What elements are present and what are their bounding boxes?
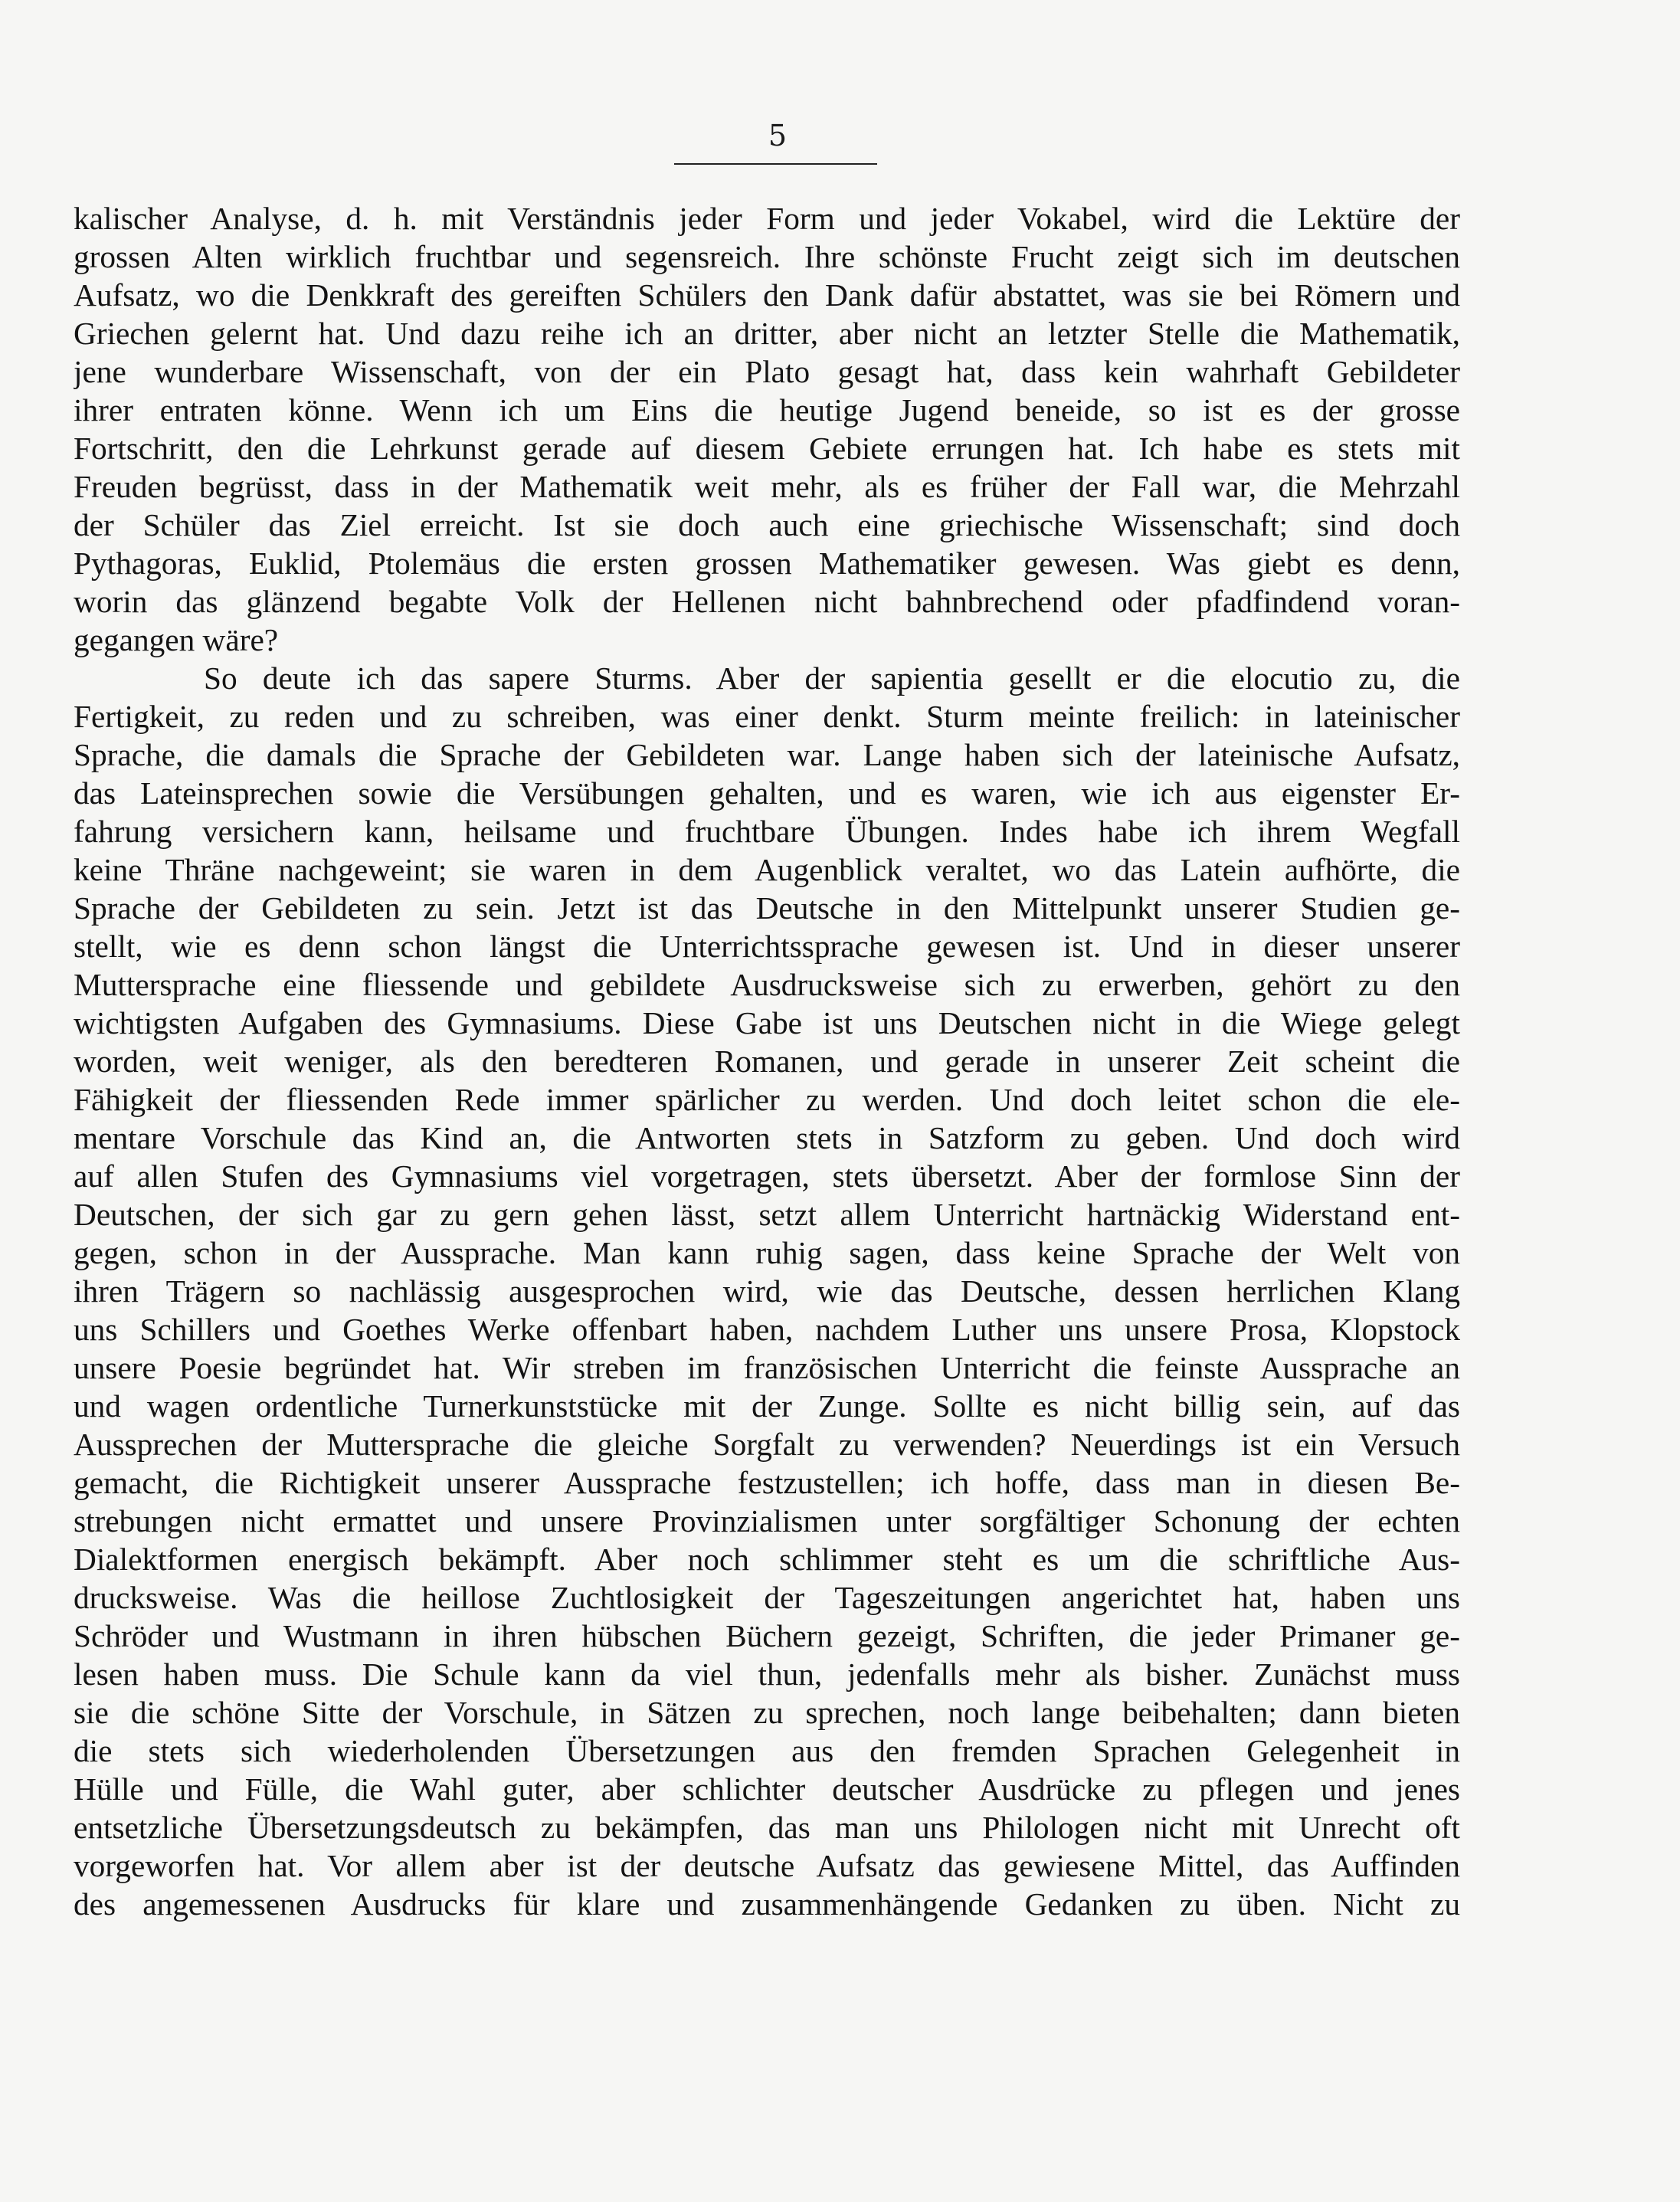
- text-line: die stets sich wiederholenden Übersetzungen aus den fremden Sprachen Gelegenheit in: [74, 1733, 1460, 1768]
- text-line: auf allen Stufen des Gymnasiums viel vorgetragen, stets übersetzt. Aber der formlose Sinn der: [74, 1158, 1460, 1194]
- text-line: sie die schöne Sitte der Vorschule, in Sätzen zu sprechen, noch lange beibehalten; dann bieten: [74, 1695, 1460, 1730]
- text-line: gegangen wäre?: [74, 622, 279, 657]
- text-line: gegen, schon in der Aussprache. Man kann ruhig sagen, dass keine Sprache der Welt von: [74, 1235, 1460, 1270]
- text-line: Aufsatz, wo die Denkkraft des gereiften Schülers den Dank dafür abstattet, was sie bei Römern und: [74, 277, 1460, 313]
- text-line: mentare Vorschule das Kind an, die Antworten stets in Satzform zu geben. Und doch wird: [74, 1120, 1460, 1155]
- text-line: Freuden begrüsst, dass in der Mathematik weit mehr, als es früher der Fall war, die Mehrzahl: [74, 469, 1460, 504]
- header-rule: [674, 163, 877, 165]
- text-line: unsere Poesie begründet hat. Wir streben im französischen Unterricht die feinste Aussprache an: [74, 1350, 1460, 1385]
- text-line: worden, weit weniger, als den beredteren Romanen, und gerade in unserer Zeit scheint die: [74, 1044, 1460, 1079]
- text-line: worin das glänzend begabte Volk der Hellenen nicht bahnbrechend oder pfadfindend voran-: [74, 584, 1460, 619]
- text-line: keine Thräne nachgeweint; sie waren in dem Augenblick veraltet, wo das Latein aufhörte, die: [74, 852, 1460, 887]
- text-line: Dialektformen energisch bekämpft. Aber noch schlimmer steht es um die schriftliche Aus-: [74, 1542, 1460, 1577]
- text-line: und wagen ordentliche Turnerkunststücke mit der Zunge. Sollte es nicht billig sein, auf das: [74, 1388, 1460, 1424]
- text-line: fahrung versichern kann, heilsame und fruchtbare Übungen. Indes habe ich ihrem Wegfall: [74, 814, 1460, 849]
- text-line: Fortschritt, den die Lehrkunst gerade auf diesem Gebiete errungen hat. Ich habe es stets mit: [74, 431, 1460, 466]
- text-line: vorgeworfen hat. Vor allem aber ist der deutsche Aufsatz das gewiesene Mittel, das Auffinden: [74, 1848, 1460, 1883]
- text-line: jene wunderbare Wissenschaft, von der ein Plato gesagt hat, dass kein wahrhaft Gebildeter: [74, 354, 1460, 389]
- text-line: lesen haben muss. Die Schule kann da viel thun, jedenfalls mehr als bisher. Zunächst muss: [74, 1656, 1460, 1692]
- text-line: Griechen gelernt hat. Und dazu reihe ich an dritter, aber nicht an letzter Stelle die Mathematik,: [74, 316, 1460, 351]
- text-line: das Lateinsprechen sowie die Versübungen gehalten, und es waren, wie ich aus eigenster Er-: [74, 775, 1460, 811]
- text-line: uns Schillers und Goethes Werke offenbart haben, nachdem Luther uns unsere Prosa, Klopstock: [74, 1312, 1460, 1347]
- text-line: Sprache der Gebildeten zu sein. Jetzt ist das Deutsche in den Mittelpunkt unserer Studien ge-: [74, 890, 1460, 926]
- text-line: drucksweise. Was die heillose Zuchtlosigkeit der Tageszeitungen angerichtet hat, haben uns: [74, 1580, 1460, 1615]
- text-line: ihrer entraten könne. Wenn ich um Eins die heutige Jugend beneide, so ist es der grosse: [74, 392, 1460, 428]
- text-line: Fähigkeit der fliessenden Rede immer spärlicher zu werden. Und doch leitet schon die ele-: [74, 1082, 1460, 1117]
- body-text: [74, 199, 1460, 1923]
- text-line: Deutschen, der sich gar zu gern gehen lässt, setzt allem Unterricht hartnäckig Widerstand ent-: [74, 1197, 1460, 1232]
- text-line: wichtigsten Aufgaben des Gymnasiums. Diese Gabe ist uns Deutschen nicht in die Wiege gelegt: [74, 1005, 1460, 1040]
- text-line: entsetzliche Übersetzungsdeutsch zu bekämpfen, das man uns Philologen nicht mit Unrecht oft: [74, 1810, 1460, 1845]
- page-number: 5: [768, 119, 788, 152]
- text-line: kalischer Analyse, d. h. mit Verständnis jeder Form und jeder Vokabel, wird die Lektüre der: [74, 201, 1460, 236]
- text-line: der Schüler das Ziel erreicht. Ist sie doch auch eine griechische Wissenschaft; sind doch: [74, 507, 1460, 542]
- text-line: Hülle und Fülle, die Wahl guter, aber schlichter deutscher Ausdrücke zu pflegen und jenes: [74, 1771, 1460, 1807]
- text-line: strebungen nicht ermattet und unsere Provinzialismen unter sorgfältiger Schonung der echten: [74, 1503, 1460, 1538]
- text-line: stellt, wie es denn schon längst die Unterrichtssprache gewesen ist. Und in dieser unserer: [74, 929, 1460, 964]
- text-line: Aussprechen der Muttersprache die gleiche Sorgfalt zu verwenden? Neuerdings ist ein Versuch: [74, 1427, 1460, 1462]
- text-line: ihren Trägern so nachlässig ausgesprochen wird, wie das Deutsche, dessen herrlichen Klang: [74, 1273, 1460, 1309]
- text-line: Sprache, die damals die Sprache der Gebildeten war. Lange haben sich der lateinische Aufsatz,: [74, 737, 1460, 772]
- text-line: So deute ich das sapere Sturms. Aber der sapientia gesellt er die elocutio zu, die: [204, 660, 1460, 696]
- text-line: Schröder und Wustmann in ihren hübschen Büchern gezeigt, Schriften, die jeder Primaner ge-: [74, 1618, 1460, 1653]
- text-line: des angemessenen Ausdrucks für klare und zusammenhängende Gedanken zu üben. Nicht zu: [74, 1886, 1460, 1922]
- text-line: grossen Alten wirklich fruchtbar und segensreich. Ihre schönste Frucht zeigt sich im deutschen: [74, 239, 1460, 274]
- text-line: Muttersprache eine fliessende und gebildete Ausdrucksweise sich zu erwerben, gehört zu den: [74, 967, 1460, 1002]
- text-line: gemacht, die Richtigkeit unserer Aussprache festzustellen; ich hoffe, dass man in diesen Be-: [74, 1465, 1460, 1500]
- text-line: Pythagoras, Euklid, Ptolemäus die ersten grossen Mathematiker gewesen. Was giebt es denn,: [74, 546, 1460, 581]
- text-line: Fertigkeit, zu reden und zu schreiben, was einer denkt. Sturm meinte freilich: in lateinischer: [74, 699, 1460, 734]
